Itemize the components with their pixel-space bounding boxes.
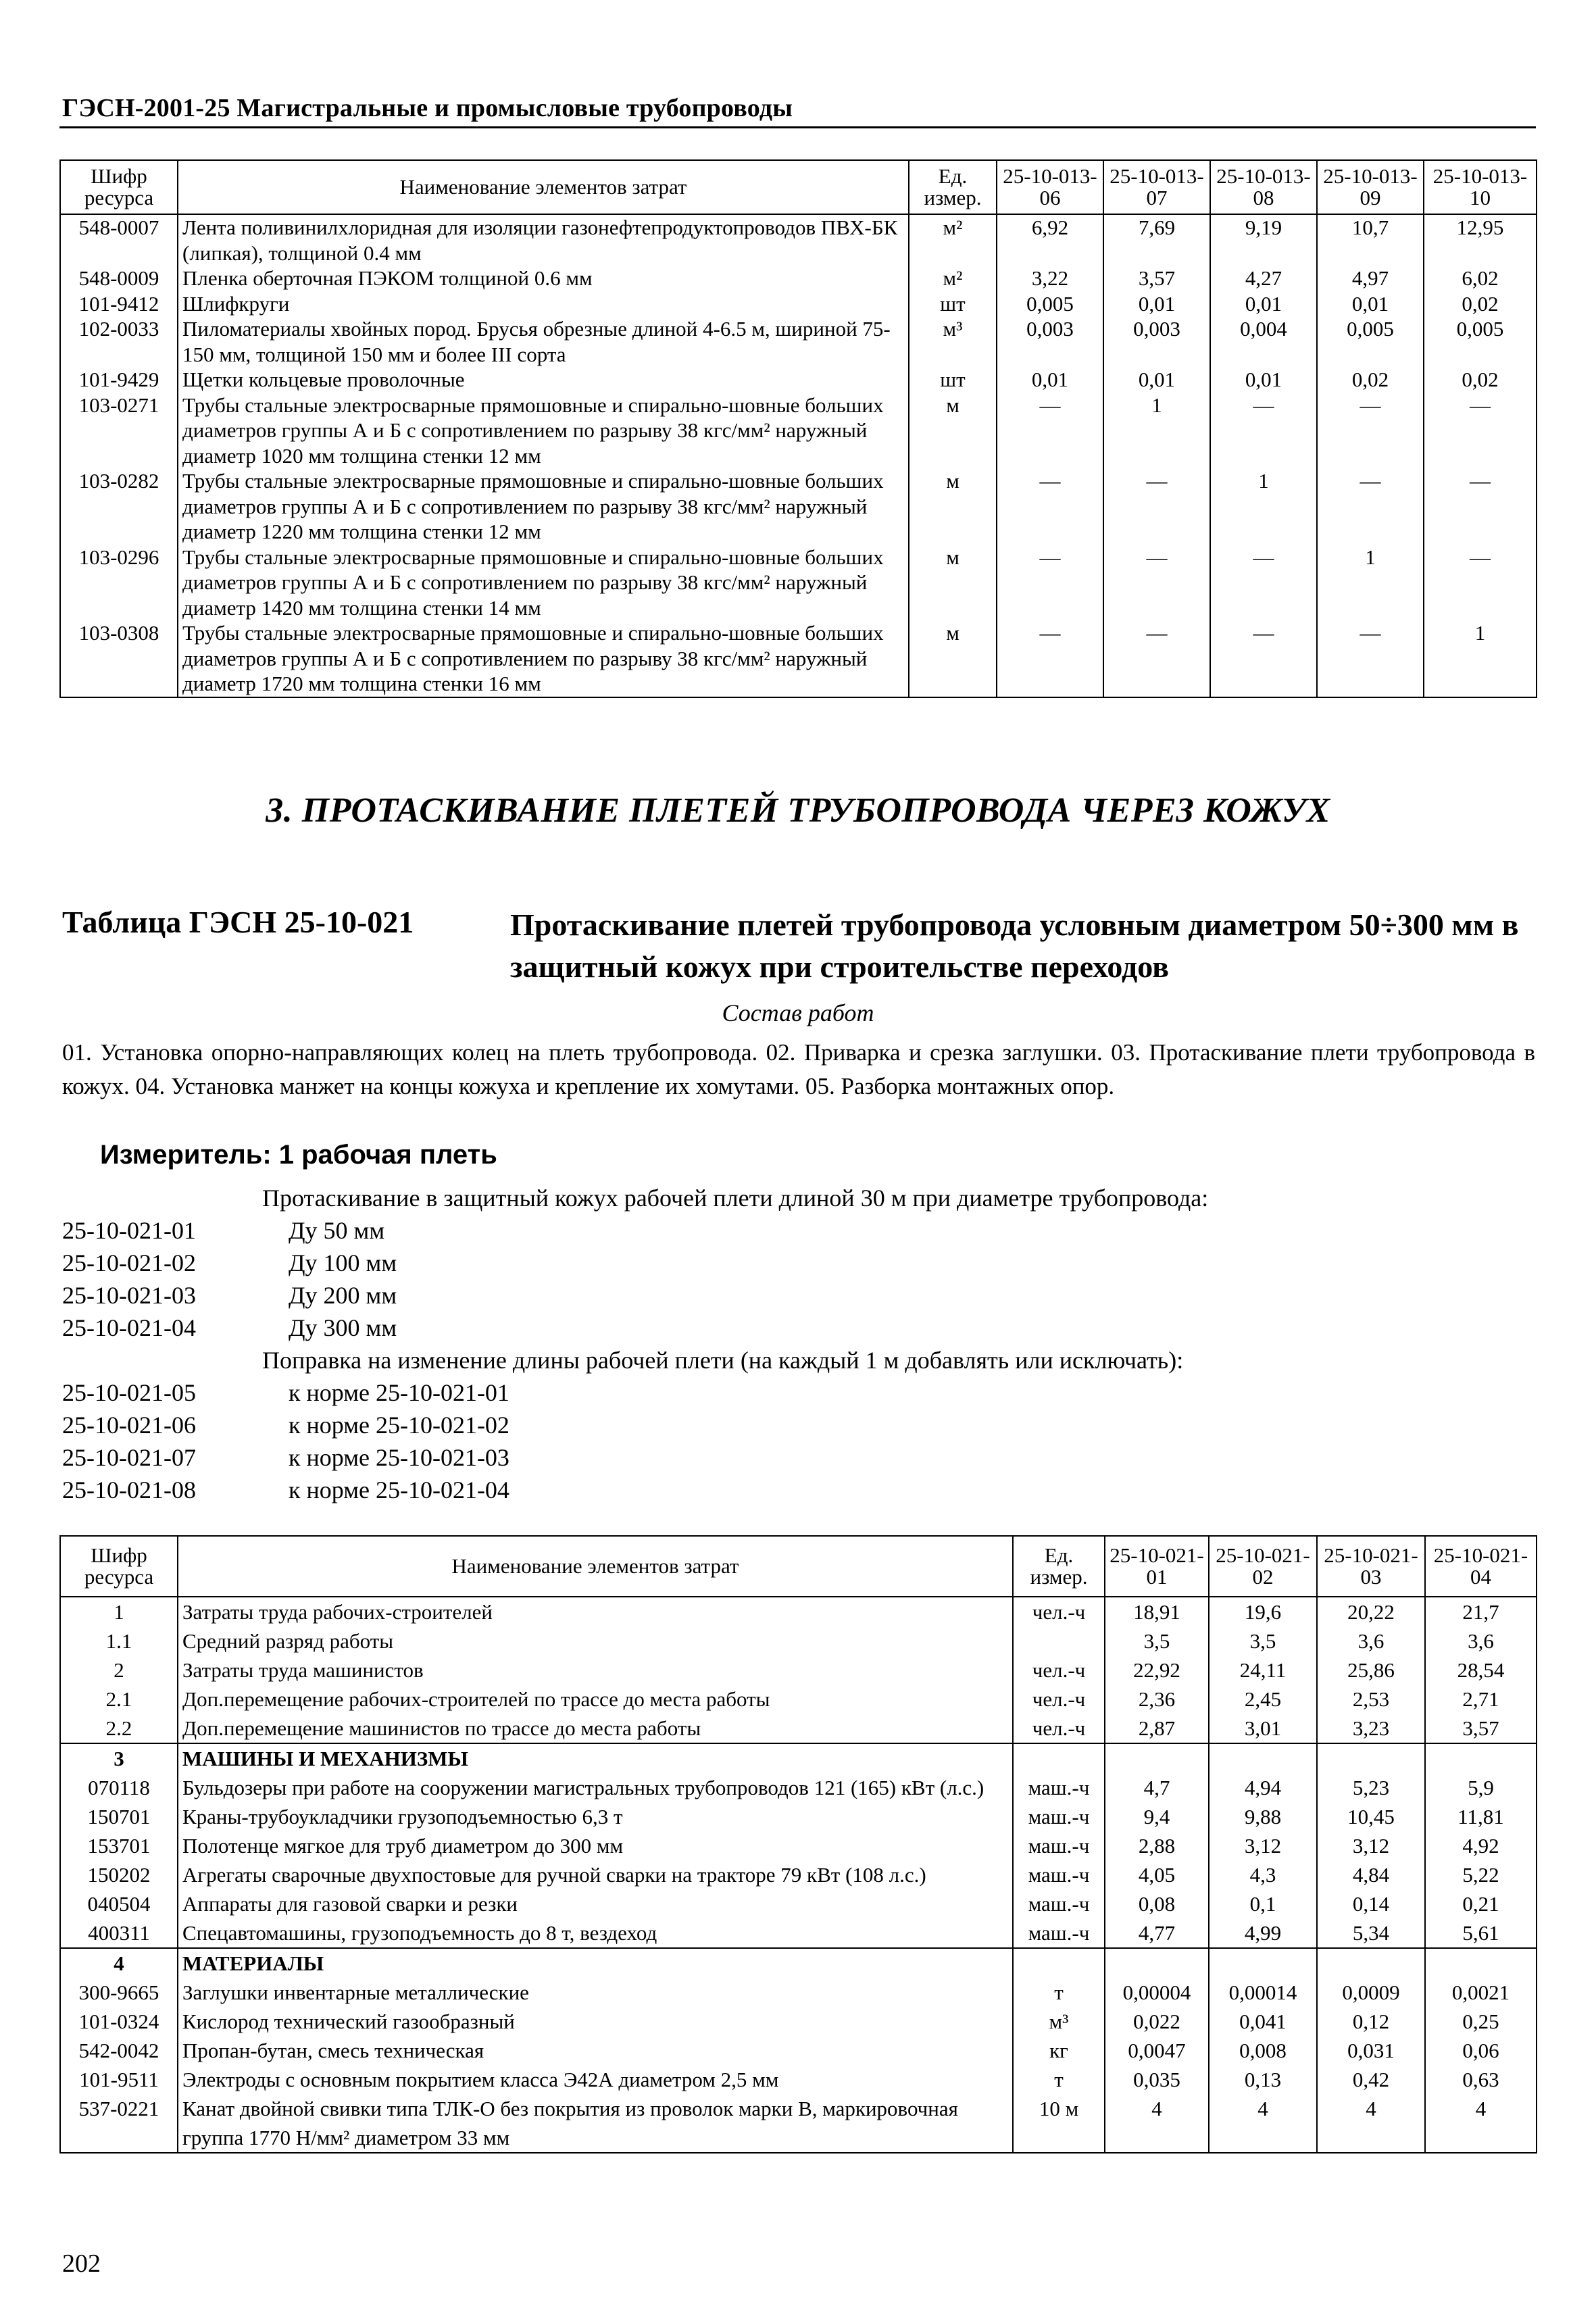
header-cell: Ед. измер. <box>1013 1536 1105 1597</box>
header-cell: 25-10-013-08 <box>1210 160 1317 214</box>
value-cell: 21,7 <box>1425 1597 1537 1626</box>
value-cell: — <box>997 620 1103 697</box>
table-row <box>60 1597 1537 1626</box>
value-cell: 0,035 <box>1105 2065 1209 2094</box>
table-row <box>60 316 1537 367</box>
table-row <box>60 214 1537 266</box>
resource-code-cell: 1 <box>60 1597 178 1626</box>
value-cell: 3,12 <box>1209 1831 1317 1860</box>
value-cell: 2,36 <box>1105 1685 1209 1714</box>
value-cell: 0,0021 <box>1425 1978 1537 2007</box>
value-cell: 1 <box>1317 545 1424 621</box>
resource-name-cell: Бульдозеры при работе на сооружении магистральных трубопроводов 121 (165) кВт (л.с.) <box>178 1773 1013 1802</box>
header-cell: 25-10-021-01 <box>1105 1536 1209 1597</box>
table-row <box>60 2036 1537 2065</box>
value-cell <box>1317 1948 1425 1978</box>
value-cell: 25,86 <box>1317 1656 1425 1685</box>
value-cell: 4,7 <box>1105 1773 1209 1802</box>
unit-cell: кг <box>1013 2036 1105 2065</box>
header-cell: 25-10-021-04 <box>1425 1536 1537 1597</box>
resource-code-cell: 103-0282 <box>60 468 178 545</box>
resource-name-cell: Доп.перемещение машинистов по трассе до места работы <box>178 1714 1013 1743</box>
value-cell: 0,14 <box>1317 1889 1425 1918</box>
norm-caption: Поправка на изменение длины рабочей плети (на каждый 1 м добавлять или исключать): <box>262 1347 1184 1374</box>
resource-name-cell: МАТЕРИАЛЫ <box>178 1948 1013 1978</box>
value-cell: — <box>1424 468 1537 545</box>
value-cell: — <box>1103 620 1210 697</box>
value-cell: 4,97 <box>1317 266 1424 291</box>
value-cell: 4,05 <box>1105 1860 1209 1889</box>
value-cell: 3,57 <box>1425 1714 1537 1743</box>
value-cell: 0,63 <box>1425 2065 1537 2094</box>
norm-desc: к норме 25-10-021-04 <box>289 1476 509 1503</box>
unit-cell: чел.-ч <box>1013 1597 1105 1626</box>
resource-name-cell: Трубы стальные электросварные прямошовные и спирально-шовные больших диаметров группы А и Б с сопротивлением по разрыву 38 кгс/мм² наружный диаметр 1720 мм толщина стенки 16 мм <box>178 620 909 697</box>
meter-label: Измеритель: 1 рабочая плеть <box>100 1140 497 1170</box>
header-cell: Ед. измер. <box>909 160 997 214</box>
value-cell: 4,3 <box>1209 1860 1317 1889</box>
norm-desc: Ду 50 мм <box>289 1217 385 1244</box>
value-cell: 2,53 <box>1317 1685 1425 1714</box>
resource-code-cell: 548-0007 <box>60 214 178 266</box>
resource-code-cell: 300-9665 <box>60 1978 178 2007</box>
resource-code-cell: 2 <box>60 1656 178 1685</box>
resource-name-cell: МАШИНЫ И МЕХАНИЗМЫ <box>178 1743 1013 1773</box>
unit-cell: маш.-ч <box>1013 1831 1105 1860</box>
value-cell: 5,34 <box>1317 1918 1425 1948</box>
value-cell: 4,99 <box>1209 1918 1317 1948</box>
resource-code-cell: 150701 <box>60 1802 178 1831</box>
value-cell: 0,008 <box>1209 2036 1317 2065</box>
norm-desc: Ду 200 мм <box>289 1282 397 1309</box>
table-row <box>60 2007 1537 2036</box>
resource-name-cell: Кислород технический газообразный <box>178 2007 1013 2036</box>
table-row <box>60 1948 1537 1978</box>
unit-cell: м <box>909 620 997 697</box>
value-cell: 3,5 <box>1105 1626 1209 1656</box>
table-row <box>60 1773 1537 1802</box>
resource-code-cell: 2.2 <box>60 1714 178 1743</box>
value-cell: 5,9 <box>1425 1773 1537 1802</box>
value-cell: 0,0047 <box>1105 2036 1209 2065</box>
value-cell: 0,01 <box>1210 367 1317 393</box>
value-cell: 7,69 <box>1103 214 1210 266</box>
value-cell <box>1105 1948 1209 1978</box>
norm-code: 25-10-021-02 <box>62 1249 196 1276</box>
resource-code-cell: 548-0009 <box>60 266 178 291</box>
norm-desc: Ду 100 мм <box>289 1249 397 1276</box>
header-cell: 25-10-013-10 <box>1424 160 1537 214</box>
header-cell: 25-10-021-02 <box>1209 1536 1317 1597</box>
value-cell: 0,0009 <box>1317 1978 1425 2007</box>
resource-name-cell: Трубы стальные электросварные прямошовные и спирально-шовные больших диаметров группы А и Б с сопротивлением по разрыву 38 кгс/мм² наружный диаметр 1220 мм толщина стенки 12 мм <box>178 468 909 545</box>
value-cell: 18,91 <box>1105 1597 1209 1626</box>
resource-name-cell: Пленка оберточная ПЭКОМ толщиной 0.6 мм <box>178 266 909 291</box>
value-cell: 1 <box>1424 620 1537 697</box>
value-cell: 0,022 <box>1105 2007 1209 2036</box>
value-cell: 2,45 <box>1209 1685 1317 1714</box>
value-cell: 0,00004 <box>1105 1978 1209 2007</box>
unit-cell: маш.-ч <box>1013 1918 1105 1948</box>
composition-text: 01. Установка опорно-направляющих колец на плеть трубопровода. 02. Приварка и срезка заглушки. 03. Протаскивание плети трубопровода в кожух. 04. Установка манжет на концы кожуха и крепление их хомутами. 05. Разборка монтажных опор. <box>62 1039 1535 1099</box>
value-cell: 0,041 <box>1209 2007 1317 2036</box>
value-cell: — <box>1210 545 1317 621</box>
norm-code: 25-10-021-04 <box>62 1314 196 1341</box>
value-cell: 0,08 <box>1105 1889 1209 1918</box>
value-cell: — <box>1317 393 1424 469</box>
section-title: 3. ПРОТАСКИВАНИЕ ПЛЕТЕЙ ТРУБОПРОВОДА ЧЕРЕЗ КОЖУХ <box>266 791 1330 830</box>
value-cell: 11,81 <box>1425 1802 1537 1831</box>
value-cell <box>1425 1743 1537 1773</box>
resource-name-cell: Средний разряд работы <box>178 1626 1013 1656</box>
value-cell: 4 <box>1105 2094 1209 2153</box>
unit-cell: м <box>909 468 997 545</box>
resource-name-cell: Затраты труда машинистов <box>178 1656 1013 1685</box>
value-cell: 4,84 <box>1317 1860 1425 1889</box>
norm-code: 25-10-021-01 <box>62 1217 196 1244</box>
table-row <box>60 2065 1537 2094</box>
unit-cell: м² <box>909 214 997 266</box>
value-cell: 5,61 <box>1425 1918 1537 1948</box>
resource-code-cell: 1.1 <box>60 1626 178 1656</box>
table-row <box>60 1626 1537 1656</box>
value-cell: — <box>997 468 1103 545</box>
value-cell: 0,12 <box>1317 2007 1425 2036</box>
table-row <box>60 620 1537 697</box>
value-cell: 12,95 <box>1424 214 1537 266</box>
resource-code-cell: 101-9511 <box>60 2065 178 2094</box>
norm-caption: Протаскивание в защитный кожух рабочей плети длиной 30 м при диаметре трубопровода: <box>262 1185 1209 1212</box>
value-cell: 0,01 <box>1103 291 1210 317</box>
value-cell: 0,06 <box>1425 2036 1537 2065</box>
value-cell: 0,01 <box>1210 291 1317 317</box>
value-cell: 4 <box>1209 2094 1317 2153</box>
norm-code: 25-10-021-06 <box>62 1412 196 1439</box>
value-cell: — <box>997 393 1103 469</box>
table-title: Протаскивание плетей трубопровода условным диаметром 50÷300 мм в защитный кожух при строительстве переходов <box>510 907 1519 984</box>
resource-table-1 <box>59 159 1537 698</box>
resource-name-cell: Щетки кольцевые проволочные <box>178 367 909 393</box>
value-cell: 0,01 <box>1103 367 1210 393</box>
value-cell: 3,01 <box>1209 1714 1317 1743</box>
value-cell: 4,77 <box>1105 1918 1209 1948</box>
value-cell <box>1317 1743 1425 1773</box>
value-cell: 22,92 <box>1105 1656 1209 1685</box>
resource-name-cell: Краны-трубоукладчики грузоподъемностью 6,3 т <box>178 1802 1013 1831</box>
unit-cell: м <box>909 545 997 621</box>
value-cell: 9,88 <box>1209 1802 1317 1831</box>
unit-cell: 10 м <box>1013 2094 1105 2153</box>
value-cell: 2,71 <box>1425 1685 1537 1714</box>
value-cell: 5,22 <box>1425 1860 1537 1889</box>
value-cell: — <box>1103 545 1210 621</box>
value-cell: — <box>1424 393 1537 469</box>
value-cell: 0,003 <box>997 316 1103 367</box>
value-cell: 0,21 <box>1425 1889 1537 1918</box>
value-cell: 0,02 <box>1317 367 1424 393</box>
value-cell: 3,22 <box>997 266 1103 291</box>
value-cell: 4,94 <box>1209 1773 1317 1802</box>
resource-name-cell: Трубы стальные электросварные прямошовные и спирально-шовные больших диаметров группы А и Б с сопротивлением по разрыву 38 кгс/мм² наружный диаметр 1020 мм толщина стенки 12 мм <box>178 393 909 469</box>
unit-cell: м² <box>909 266 997 291</box>
resource-code-cell: 2.1 <box>60 1685 178 1714</box>
unit-cell: чел.-ч <box>1013 1656 1105 1685</box>
table-row <box>60 545 1537 621</box>
table-row <box>60 291 1537 317</box>
value-cell: 3,6 <box>1317 1626 1425 1656</box>
resource-name-cell: Аппараты для газовой сварки и резки <box>178 1889 1013 1918</box>
value-cell <box>1105 1743 1209 1773</box>
table-row <box>60 1802 1537 1831</box>
value-cell: 9,19 <box>1210 214 1317 266</box>
resource-name-cell: Лента поливинилхлоридная для изоляции газонефтепродуктопроводов ПВХ-БК (липкая), толщиной 0.4 мм <box>178 214 909 266</box>
resource-name-cell: Затраты труда рабочих-строителей <box>178 1597 1013 1626</box>
table-row <box>60 266 1537 291</box>
table-row <box>60 1860 1537 1889</box>
resource-name-cell: Заглушки инвентарные металлические <box>178 1978 1013 2007</box>
table-row <box>60 1831 1537 1860</box>
value-cell: 0,004 <box>1210 316 1317 367</box>
resource-name-cell: Электроды с основным покрытием класса Э42А диаметром 2,5 мм <box>178 2065 1013 2094</box>
table-row <box>60 393 1537 469</box>
table-row <box>60 1978 1537 2007</box>
table-row <box>60 1743 1537 1773</box>
value-cell <box>1209 1948 1317 1978</box>
unit-cell: чел.-ч <box>1013 1685 1105 1714</box>
unit-cell <box>1013 1948 1105 1978</box>
unit-cell <box>1013 1626 1105 1656</box>
value-cell: 0,031 <box>1317 2036 1425 2065</box>
resource-code-cell: 102-0033 <box>60 316 178 367</box>
value-cell: 0,02 <box>1424 291 1537 317</box>
resource-name-cell: Пиломатериалы хвойных пород. Брусья обрезные длиной 4-6.5 м, шириной 75-150 мм, толщиной 150 мм и более III сорта <box>178 316 909 367</box>
norm-code: 25-10-021-03 <box>62 1282 196 1309</box>
value-cell: 0,25 <box>1425 2007 1537 2036</box>
value-cell: 0,005 <box>997 291 1103 317</box>
unit-cell: шт <box>909 367 997 393</box>
value-cell: 3,6 <box>1425 1626 1537 1656</box>
value-cell: 0,02 <box>1424 367 1537 393</box>
value-cell: 4,92 <box>1425 1831 1537 1860</box>
resource-code-cell: 537-0221 <box>60 2094 178 2153</box>
resource-name-cell: Шлифкруги <box>178 291 909 317</box>
unit-cell: чел.-ч <box>1013 1714 1105 1743</box>
value-cell: — <box>1424 545 1537 621</box>
table-row <box>60 1889 1537 1918</box>
header-cell: Наименование элементов затрат <box>178 160 909 214</box>
norm-desc: Ду 300 мм <box>289 1314 397 1341</box>
table-row <box>60 2094 1537 2153</box>
unit-cell: м³ <box>909 316 997 367</box>
value-cell: 0,003 <box>1103 316 1210 367</box>
resource-code-cell: 070118 <box>60 1773 178 1802</box>
norm-desc: к норме 25-10-021-03 <box>289 1444 509 1471</box>
value-cell: — <box>1210 393 1317 469</box>
resource-code-cell: 4 <box>60 1948 178 1978</box>
resource-name-cell: Доп.перемещение рабочих-строителей по трассе до места работы <box>178 1685 1013 1714</box>
value-cell: 1 <box>1103 393 1210 469</box>
table-row <box>60 367 1537 393</box>
resource-code-cell: 150202 <box>60 1860 178 1889</box>
resource-name-cell: Канат двойной свивки типа ТЛК-О без покрытия из проволок марки В, маркировочная группа 1770 Н/мм² диаметром 33 мм <box>178 2094 1013 2153</box>
value-cell: 1 <box>1210 468 1317 545</box>
resource-code-cell: 103-0296 <box>60 545 178 621</box>
unit-cell: т <box>1013 2065 1105 2094</box>
value-cell: — <box>1210 620 1317 697</box>
value-cell: 3,23 <box>1317 1714 1425 1743</box>
norm-code: 25-10-021-07 <box>62 1444 196 1471</box>
value-cell: 24,11 <box>1209 1656 1317 1685</box>
value-cell: 6,92 <box>997 214 1103 266</box>
value-cell: — <box>1317 620 1424 697</box>
resource-name-cell: Спецавтомашины, грузоподъемность до 8 т, вездеход <box>178 1918 1013 1948</box>
value-cell: 6,02 <box>1424 266 1537 291</box>
value-cell: 10,45 <box>1317 1802 1425 1831</box>
header-cell: Шифр ресурса <box>60 160 178 214</box>
value-cell: 3,5 <box>1209 1626 1317 1656</box>
table-row <box>60 1918 1537 1948</box>
resource-name-cell: Полотенце мягкое для труб диаметром до 300 мм <box>178 1831 1013 1860</box>
table-row <box>60 468 1537 545</box>
unit-cell: шт <box>909 291 997 317</box>
value-cell: 2,87 <box>1105 1714 1209 1743</box>
value-cell: 10,7 <box>1317 214 1424 266</box>
resource-name-cell: Пропан-бутан, смесь техническая <box>178 2036 1013 2065</box>
value-cell: 0,005 <box>1317 316 1424 367</box>
value-cell: 19,6 <box>1209 1597 1317 1626</box>
value-cell: 20,22 <box>1317 1597 1425 1626</box>
value-cell: 4 <box>1317 2094 1425 2153</box>
value-cell: — <box>1103 468 1210 545</box>
norm-code: 25-10-021-05 <box>62 1379 196 1406</box>
value-cell: 0,00014 <box>1209 1978 1317 2007</box>
unit-cell: т <box>1013 1978 1105 2007</box>
page-number: 202 <box>62 2249 101 2278</box>
norm-desc: к норме 25-10-021-02 <box>289 1412 509 1439</box>
resource-code-cell: 040504 <box>60 1889 178 1918</box>
norm-desc: к норме 25-10-021-01 <box>289 1379 509 1406</box>
header-cell: Шифр ресурса <box>60 1536 178 1597</box>
value-cell: 5,23 <box>1317 1773 1425 1802</box>
resource-name-cell: Трубы стальные электросварные прямошовные и спирально-шовные больших диаметров группы А и Б с сопротивлением по разрыву 38 кгс/мм² наружный диаметр 1420 мм толщина стенки 14 мм <box>178 545 909 621</box>
table-id: Таблица ГЭСН 25-10-021 <box>62 905 414 939</box>
value-cell: 4 <box>1425 2094 1537 2153</box>
header-rule <box>59 126 1536 128</box>
resource-code-cell: 400311 <box>60 1918 178 1948</box>
header-cell: Наименование элементов затрат <box>178 1536 1013 1597</box>
resource-code-cell: 542-0042 <box>60 2036 178 2065</box>
value-cell: 9,4 <box>1105 1802 1209 1831</box>
header-cell: 25-10-013-07 <box>1103 160 1210 214</box>
unit-cell: маш.-ч <box>1013 1802 1105 1831</box>
resource-table-2 <box>59 1535 1537 2154</box>
value-cell: 0,13 <box>1209 2065 1317 2094</box>
value-cell: 4,27 <box>1210 266 1317 291</box>
value-cell <box>1209 1743 1317 1773</box>
header-cell: 25-10-013-06 <box>997 160 1103 214</box>
value-cell: 0,1 <box>1209 1889 1317 1918</box>
value-cell: 3,57 <box>1103 266 1210 291</box>
value-cell: 0,01 <box>1317 291 1424 317</box>
resource-name-cell: Агрегаты сварочные двухпостовые для ручной сварки на тракторе 79 кВт (108 л.с.) <box>178 1860 1013 1889</box>
value-cell <box>1425 1948 1537 1978</box>
composition-label: Состав работ <box>722 999 874 1026</box>
unit-cell: маш.-ч <box>1013 1773 1105 1802</box>
value-cell: — <box>997 545 1103 621</box>
resource-code-cell: 101-9429 <box>60 367 178 393</box>
unit-cell: маш.-ч <box>1013 1889 1105 1918</box>
resource-code-cell: 3 <box>60 1743 178 1773</box>
resource-code-cell: 101-9412 <box>60 291 178 317</box>
unit-cell: маш.-ч <box>1013 1860 1105 1889</box>
running-header: ГЭСН-2001-25 Магистральные и промысловые трубопроводы <box>62 94 793 122</box>
value-cell: 0,42 <box>1317 2065 1425 2094</box>
value-cell: — <box>1317 468 1424 545</box>
value-cell: 3,12 <box>1317 1831 1425 1860</box>
unit-cell: м <box>909 393 997 469</box>
table-row <box>60 1714 1537 1743</box>
header-cell: 25-10-013-09 <box>1317 160 1424 214</box>
resource-code-cell: 153701 <box>60 1831 178 1860</box>
resource-code-cell: 103-0271 <box>60 393 178 469</box>
value-cell: 28,54 <box>1425 1656 1537 1685</box>
unit-cell <box>1013 1743 1105 1773</box>
value-cell: 2,88 <box>1105 1831 1209 1860</box>
value-cell: 0,01 <box>997 367 1103 393</box>
unit-cell: м³ <box>1013 2007 1105 2036</box>
resource-code-cell: 101-0324 <box>60 2007 178 2036</box>
norm-code: 25-10-021-08 <box>62 1476 196 1503</box>
header-cell: 25-10-021-03 <box>1317 1536 1425 1597</box>
value-cell: 0,005 <box>1424 316 1537 367</box>
resource-code-cell: 103-0308 <box>60 620 178 697</box>
table-row <box>60 1656 1537 1685</box>
table-row <box>60 1685 1537 1714</box>
